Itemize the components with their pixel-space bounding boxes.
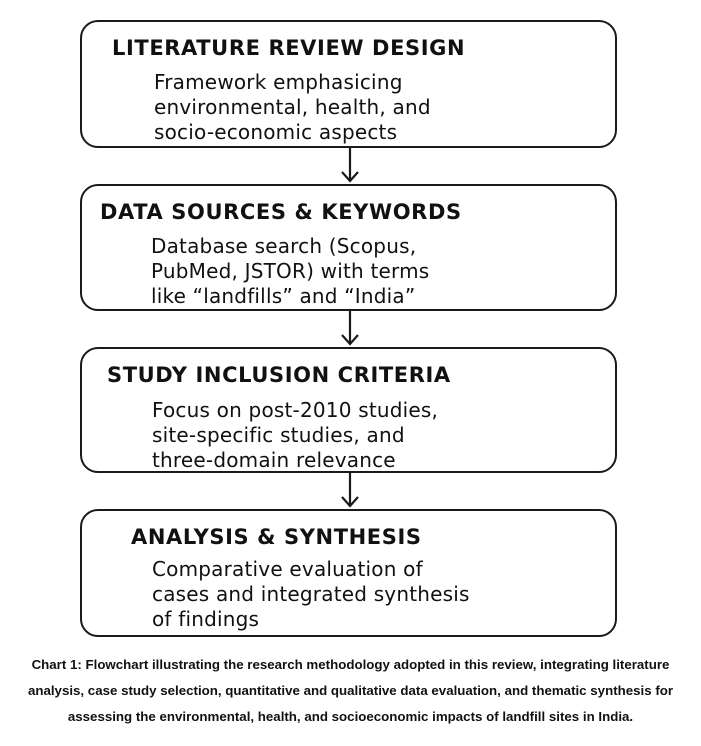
figure-caption: Chart 1: Flowchart illustrating the research methodology adopted in this review, integrating literature analysis, case study selection, quantitative and qualitative data evaluation, and thematic synthesis for assessing the environmental, health, and socioeconomic impacts of landfill sites in India. (27, 657, 674, 724)
flow-step-data-sources-keywords (80, 184, 617, 311)
flow-step-literature-review-design (80, 20, 617, 148)
flow-step-analysis-synthesis (80, 509, 617, 637)
step-title: STUDY INCLUSION CRITERIA (107, 363, 451, 387)
step-title: LITERATURE REVIEW DESIGN (112, 36, 466, 60)
step-description: Focus on post-2010 studies, site-specific studies, and three-domain relevance (152, 398, 439, 472)
flow-step-study-inclusion-criteria (80, 347, 617, 473)
down-arrow-icon (335, 148, 365, 184)
down-arrow-icon (335, 473, 365, 509)
step-title: ANALYSIS & SYNTHESIS (131, 525, 422, 549)
step-description: Database search (Scopus, PubMed, JSTOR) with terms like “landfills” and “India” (151, 234, 430, 308)
step-description: Framework emphasicing environmental, health, and socio-economic aspects (154, 70, 431, 144)
down-arrow-icon (335, 311, 365, 347)
step-title: DATA SOURCES & KEYWORDS (100, 200, 462, 224)
step-description: Comparative evaluation of cases and integrated synthesis of findings (152, 557, 470, 631)
